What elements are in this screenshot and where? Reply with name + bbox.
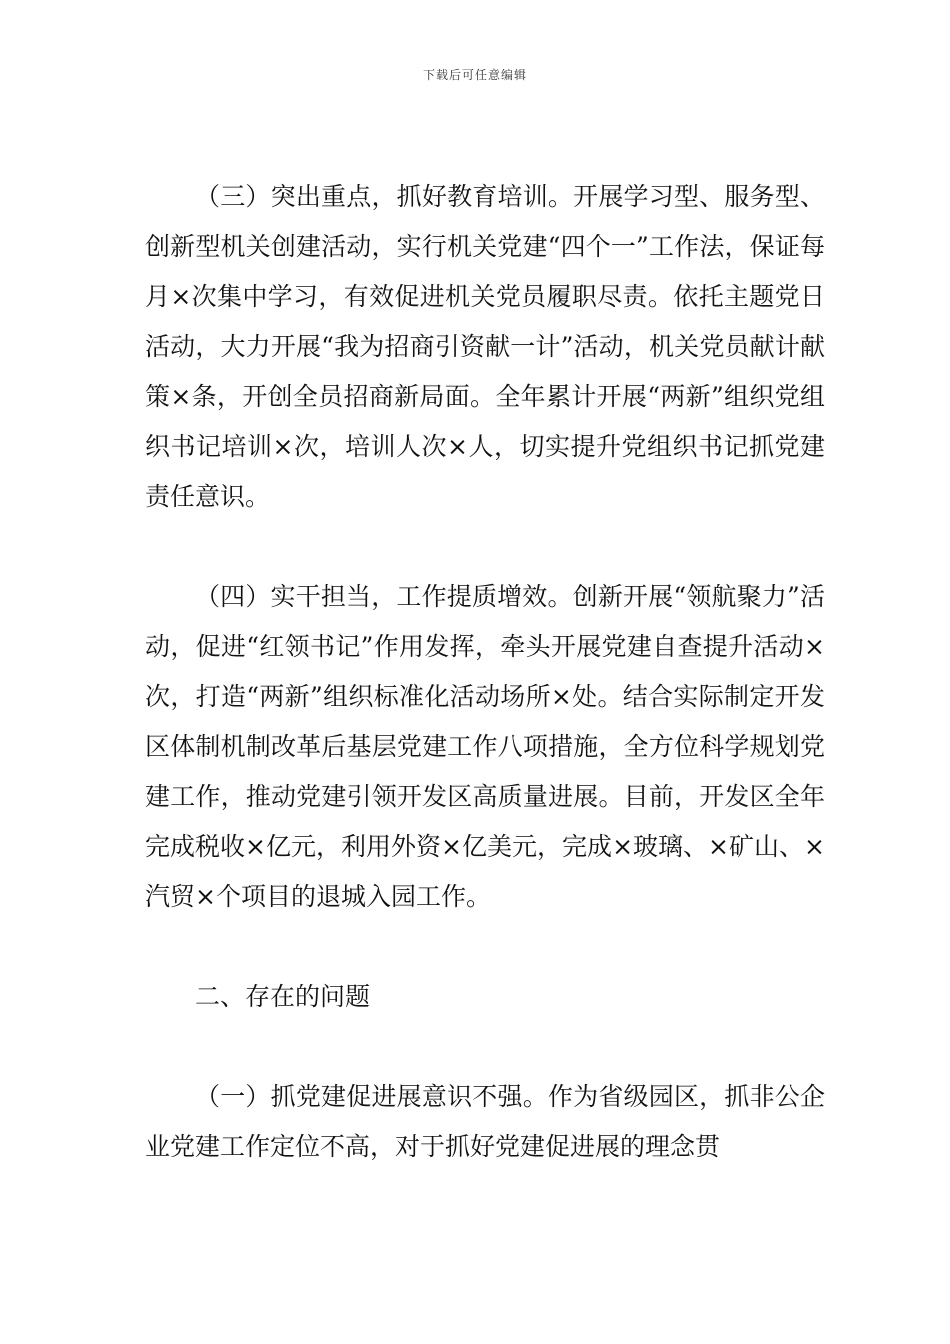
paragraph-problem-one: （一）抓党建促进展意识不强。作为省级园区，抓非公企业党建工作定位不高，对于抓好党建促进展的理念贯 bbox=[145, 1082, 825, 1161]
page-header: 下载后可任意编辑 bbox=[422, 68, 527, 82]
document-body bbox=[145, 172, 825, 1172]
paragraph-three: （三）突出重点，抓好教育培训。开展学习型、服务型、创新型机关创建活动，实行机关党建“四个一”工作法，保证每月×次集中学习，有效促进机关党员履职尽责。依托主题党日活动，大力开展“我为招商引资献一计”活动，机关党员献计献策×条，开创全员招商新局面。全年累计开展“两新”组织党组织书记培训×次，培训人次×人，切实提升党组织书记抓党建责任意识。 bbox=[145, 182, 825, 511]
paragraph-four: （四）实干担当，工作提质增效。创新开展“领航聚力”活动，促进“红领书记”作用发挥，牵头开展党建自查提升活动×次，打造“两新”组织标准化活动场所×处。结合实际制定开发区体制机制改革后基层党建工作八项措施，全方位科学规划党建工作，推动党建引领开发区高质量进展。目前，开发区全年完成税收×亿元，利用外资×亿美元，完成×玻璃、×矿山、×汽贸×个项目的退城入园工作。 bbox=[145, 582, 825, 911]
section-heading: 二、存在的问题 bbox=[195, 982, 371, 1011]
